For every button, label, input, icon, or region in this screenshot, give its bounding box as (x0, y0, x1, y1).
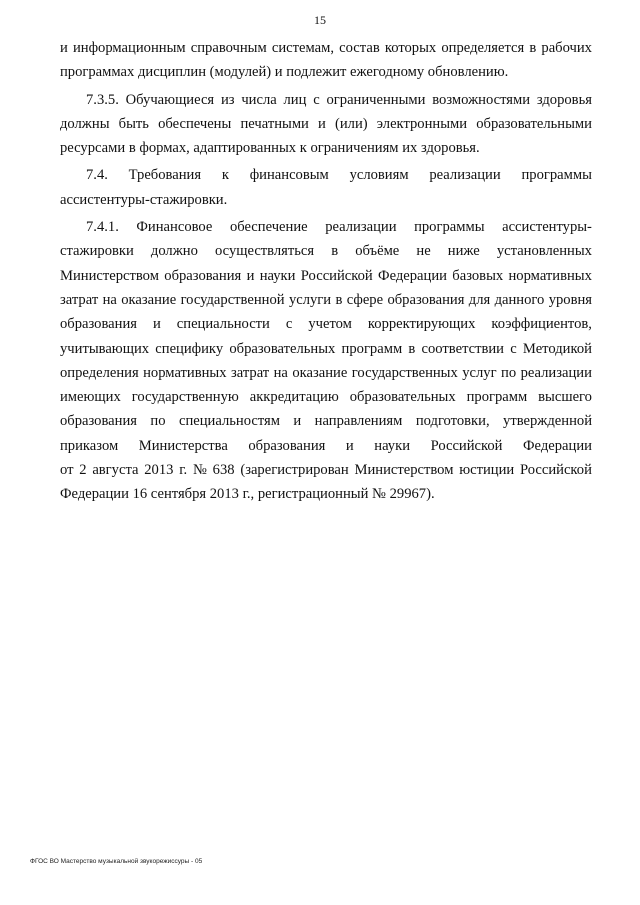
text-word: затрат (230, 364, 270, 381)
text-word: данного (494, 291, 545, 308)
text-word: условиям (349, 167, 409, 184)
text-word: Российской (519, 462, 592, 479)
text-word: рабочих (541, 40, 592, 56)
text-word: государственной (180, 291, 285, 308)
document-body (60, 36, 592, 507)
text-word: на (102, 291, 117, 308)
text-line (60, 409, 592, 433)
text-word: лиц (283, 91, 307, 108)
text-line (60, 112, 592, 136)
text-word: обеспечены (158, 115, 232, 132)
text-word: образовательных (229, 340, 336, 357)
text-word: из (220, 91, 235, 108)
text-word: числа (241, 91, 277, 108)
text-word: с (510, 340, 517, 357)
text-word: печатными (240, 115, 309, 132)
text-word: возможностями (432, 91, 531, 108)
text-word: в (529, 40, 537, 56)
text-word: и (60, 40, 68, 56)
text-line (60, 163, 592, 187)
text-word: и (318, 115, 326, 132)
text-word: соответствии (421, 340, 504, 357)
text-word: затрат (60, 291, 99, 308)
text-word: и (152, 316, 161, 333)
text-word: по (150, 413, 166, 430)
text-word: образования (164, 267, 242, 284)
text-line (60, 60, 592, 84)
text-word: определяется (441, 40, 525, 56)
text-word: сфере (346, 291, 384, 308)
text-word: оказание (292, 364, 348, 381)
text-word: уровня (548, 291, 592, 308)
text-word: государственных (351, 364, 458, 381)
text-word: объёме (355, 243, 400, 260)
text-word: Министерством (354, 462, 454, 479)
text-word: реализации (520, 364, 592, 381)
text-word: должно (150, 243, 198, 260)
page-footer: ФГОС ВО Мастерство музыкальной звукорежиссуры - 05 (30, 858, 203, 865)
text-word: Методикой (522, 340, 592, 357)
text-word: аккредитацию (249, 389, 339, 406)
text-word: 2 (79, 462, 87, 479)
text-word: высшего (538, 389, 592, 406)
text-word: реализации (429, 167, 501, 184)
text-word: и (345, 437, 354, 454)
text-word: определения (60, 364, 139, 381)
text-word: утвержденной (503, 413, 592, 430)
text-word: приказом (60, 437, 119, 454)
text-word: специфику (155, 340, 224, 357)
text-word: быть (118, 115, 149, 132)
text-line (60, 337, 592, 361)
text-word: Обучающиеся (125, 91, 215, 108)
text-word: системам, (271, 40, 335, 56)
text-word: программ (466, 389, 528, 406)
text-word: программы (521, 167, 592, 184)
text-word: и (293, 413, 302, 430)
text-word: 7.4.1. (86, 219, 119, 236)
text-word: финансовым (249, 167, 329, 184)
text-word: 2013 (144, 462, 174, 479)
text-word: оказание (121, 291, 177, 308)
text-word: образовательными (476, 115, 592, 132)
text-line (60, 36, 592, 60)
text-word: образования (248, 437, 326, 454)
text-word: учетом (308, 316, 352, 333)
text-word: ограниченными (326, 91, 426, 108)
text-word: реализации (325, 219, 397, 236)
text-line (60, 312, 592, 336)
page-number: 15 (314, 13, 326, 27)
text-word: и (246, 267, 255, 284)
text-word: установленных (496, 243, 592, 260)
text-word: обеспечение (229, 219, 308, 236)
text-word: осуществляться (215, 243, 315, 260)
text-word: ресурсами в формах, адаптированных к ограничениям их здоровья. (60, 140, 480, 157)
text-word: для (468, 291, 491, 308)
text-word: к (221, 167, 229, 184)
text-word: на (273, 364, 288, 381)
text-word: (или) (335, 115, 368, 132)
text-word: программы (414, 219, 485, 236)
text-word: программах дисциплин (модулей) и подлежит ежегодному обновлению. (60, 64, 509, 81)
text-word: подготовки, (415, 413, 490, 430)
text-line (60, 188, 592, 212)
text-word: науки (259, 267, 296, 284)
text-word: услуги (288, 291, 332, 308)
text-word: в (335, 291, 343, 308)
text-word: программ (341, 340, 403, 357)
text-word: учитывающих (60, 340, 150, 357)
text-word: государственную (131, 389, 239, 406)
text-word: образования (60, 413, 137, 430)
text-word: корректирующих (367, 316, 476, 333)
text-word: состав (339, 40, 380, 56)
text-line (60, 239, 592, 263)
text-word: августа (92, 462, 139, 479)
text-line (60, 136, 592, 160)
text-word: которых (384, 40, 437, 56)
text-word: Требования (128, 167, 202, 184)
text-word: не (416, 243, 431, 260)
text-word: 7.4. (86, 167, 108, 184)
text-line (60, 288, 592, 312)
text-line (60, 88, 592, 112)
text-word: направлениям (314, 413, 403, 430)
text-word: (зарегистрирован (240, 462, 349, 479)
text-word: услуг (462, 364, 497, 381)
text-word: Российской (300, 267, 373, 284)
text-word: должны (60, 115, 110, 132)
text-word: ассистентуры-стажировки. (60, 191, 228, 208)
text-word: образования (387, 291, 465, 308)
text-word: Федерации (523, 437, 592, 454)
text-line (60, 361, 592, 385)
text-word: справочным (190, 40, 267, 56)
text-line (60, 215, 592, 239)
text-line (60, 458, 592, 482)
text-word: с (285, 316, 293, 333)
text-word: специальности (176, 316, 270, 333)
text-word: 638 (212, 462, 235, 479)
text-word: Министерства (138, 437, 228, 454)
text-word: в (331, 243, 339, 260)
text-word: образования (60, 316, 137, 333)
text-word: нормативных (143, 364, 227, 381)
text-word: информационным (72, 40, 186, 56)
text-word: ассистентуры- (502, 219, 592, 236)
text-word: здоровья (536, 91, 592, 108)
text-line (60, 434, 592, 458)
text-word: Российской (430, 437, 503, 454)
text-word: Финансовое (136, 219, 213, 236)
text-word: науки (374, 437, 411, 454)
text-word: № (192, 462, 207, 479)
text-word: с (313, 91, 320, 108)
text-word: от (60, 462, 74, 479)
text-word: Федерации 16 сентября 2013 г., регистрационный № 29967). (60, 486, 435, 503)
text-word: коэффициентов, (491, 316, 592, 333)
text-word: 7.3.5. (86, 91, 119, 108)
text-word: нормативных (508, 267, 592, 284)
text-line (60, 264, 592, 288)
text-word: электронными (376, 115, 468, 132)
text-line (60, 385, 592, 409)
text-word: г. (179, 462, 188, 479)
text-word: базовых (452, 267, 504, 284)
text-word: Федерации (378, 267, 447, 284)
text-word: образовательных (349, 389, 456, 406)
text-word: по (501, 364, 517, 381)
text-line (60, 482, 592, 506)
text-word: имеющих (60, 389, 121, 406)
text-word: стажировки (60, 243, 134, 260)
text-word: Министерством (60, 267, 159, 284)
text-word: специальностям (178, 413, 280, 430)
text-word: ниже (447, 243, 480, 260)
text-word: в (408, 340, 416, 357)
text-word: юстиции (459, 462, 515, 479)
